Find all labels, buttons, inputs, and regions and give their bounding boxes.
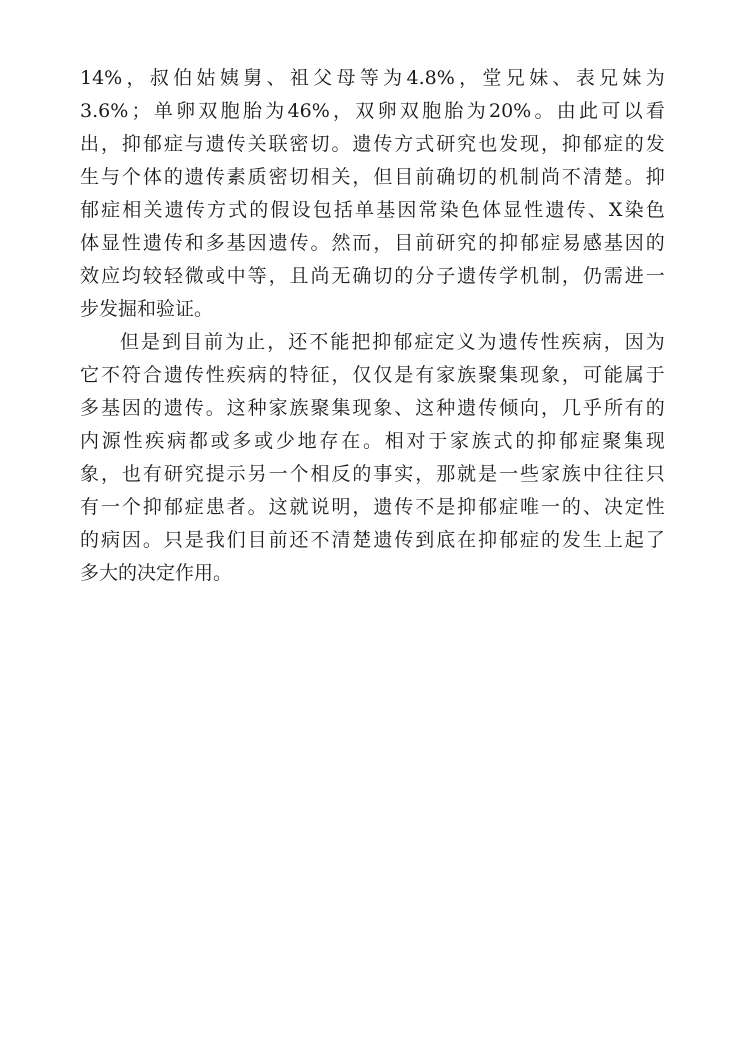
body-text [80, 62, 665, 590]
text-line: 效 应 均 较 轻 微 或 中 等 ， 且 尚 无 确 切 的 分 子 遗 传 学 机 制 ， 仍 需 进 一 [80, 265, 665, 287]
text-line: 多大的决定作用。 [80, 562, 233, 584]
text-line: 有 一 个 抑 郁 症 患 者 。 这 就 说 明 ， 遗 传 不 是 抑 郁 症 唯 一 的 、 决 定 性 [80, 496, 665, 518]
text-line: 的 病 因 。 只 是 我 们 目 前 还 不 清 楚 遗 传 到 底 在 抑 郁 症 的 发 生 上 起 了 [80, 529, 665, 551]
text-line: 但 是 到 目 前 为 止 ， 还 不 能 把 抑 郁 症 定 义 为 遗 传 性 疾 病 ， 因 为 [120, 331, 665, 353]
text-line: 生 与 个 体 的 遗 传 素 质 密 切 相 关 ， 但 目 前 确 切 的 机 制 尚 不 清 楚 。 抑 [80, 166, 665, 188]
text-line: 郁 症 相 关 遗 传 方 式 的 假 设 包 括 单 基 因 常 染 色 体 显 性 遗 传 、 X 染 色 [80, 199, 665, 221]
text-line: 体 显 性 遗 传 和 多 基 因 遗 传 。 然 而 ， 目 前 研 究 的 抑 郁 症 易 感 基 因 的 [80, 232, 665, 254]
text-line: 3.6% ； 单 卵 双 胞 胎 为 46% ， 双 卵 双 胞 胎 为 20% 。 由 此 可 以 看 [80, 100, 665, 122]
text-line: 步发掘和验证。 [80, 298, 214, 320]
text-line: 内 源 性 疾 病 都 或 多 或 少 地 存 在 。 相 对 于 家 族 式 的 抑 郁 症 聚 集 现 [80, 430, 665, 452]
text-line: 象 ， 也 有 研 究 提 示 另 一 个 相 反 的 事 实 ， 那 就 是 一 些 家 族 中 往 往 只 [80, 463, 665, 485]
text-line: 14% ， 叔 伯 姑 姨 舅 、 祖 父 母 等 为 4.8% ， 堂 兄 妹 、 表 兄 妹 为 [80, 67, 665, 89]
text-line: 它 不 符 合 遗 传 性 疾 病 的 特 征 ， 仅 仅 是 有 家 族 聚 集 现 象 ， 可 能 属 于 [80, 364, 665, 386]
text-line: 多 基 因 的 遗 传 。 这 种 家 族 聚 集 现 象 、 这 种 遗 传 倾 向 ， 几 乎 所 有 的 [80, 397, 665, 419]
text-line: 出 ， 抑 郁 症 与 遗 传 关 联 密 切 。 遗 传 方 式 研 究 也 发 现 ， 抑 郁 症 的 发 [80, 133, 665, 155]
